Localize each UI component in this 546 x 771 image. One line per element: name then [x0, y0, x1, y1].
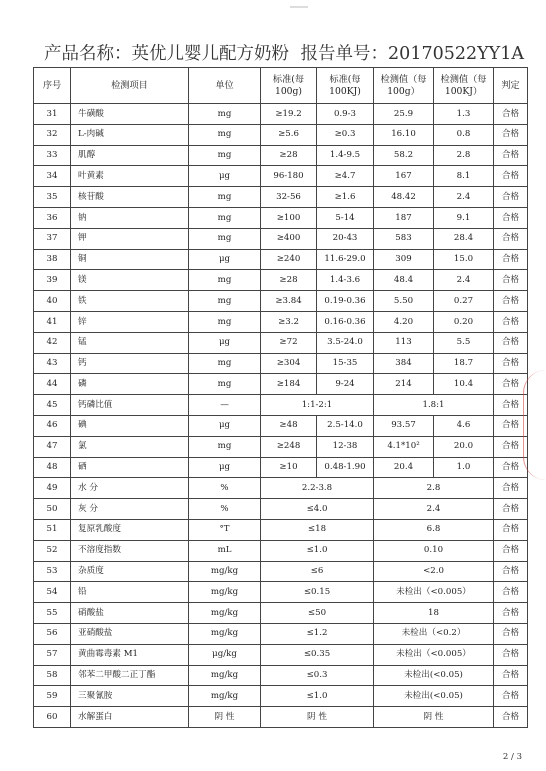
cell-name: L-肉碱 [71, 124, 189, 145]
cell-name: 钙 [71, 353, 189, 374]
cell-name: 铅 [71, 582, 189, 603]
cell-unit: % [189, 499, 261, 520]
cell-no: 42 [34, 332, 71, 353]
table-row [34, 207, 528, 228]
cell-v100g: 187 [374, 207, 434, 228]
cell-unit: — [189, 395, 261, 416]
cell-result: 合格 [494, 166, 528, 187]
cell-result: 合格 [494, 561, 528, 582]
header-cell: 检测项目 [71, 68, 189, 104]
cell-s100kj: 0.19-0.36 [317, 291, 374, 312]
cell-s100g: 96-180 [261, 166, 317, 187]
cell-std: ≤1.0 [261, 540, 374, 561]
cell-unit: μg [189, 332, 261, 353]
cell-unit: 阴 性 [189, 707, 261, 728]
cell-s100g: ≥100 [261, 207, 317, 228]
cell-s100g: ≥248 [261, 436, 317, 457]
cell-v100g: 4.1*10² [374, 436, 434, 457]
cell-unit: mg/kg [189, 665, 261, 686]
cell-no: 33 [34, 145, 71, 166]
cell-v100g: 93.57 [374, 415, 434, 436]
cell-unit: μg/kg [189, 644, 261, 665]
cell-val: 1.8:1 [374, 395, 494, 416]
cell-v100g: 4.20 [374, 311, 434, 332]
cell-s100kj: 3.5-24.0 [317, 332, 374, 353]
header-cell: 判定 [494, 68, 528, 104]
cell-name: 牛磺酸 [71, 104, 189, 125]
cell-name: 锰 [71, 332, 189, 353]
cell-no: 53 [34, 561, 71, 582]
cell-no: 35 [34, 187, 71, 208]
table-row [34, 457, 528, 478]
cell-result: 合格 [494, 540, 528, 561]
cell-val: 未检出（<0.005） [374, 582, 494, 603]
cell-result: 合格 [494, 187, 528, 208]
header-cell: 序号 [34, 68, 71, 104]
cell-s100g: ≥10 [261, 457, 317, 478]
cell-unit: mg [189, 291, 261, 312]
cell-v100kj: 20.0 [434, 436, 494, 457]
cell-no: 31 [34, 104, 71, 125]
cell-v100kj: 0.20 [434, 311, 494, 332]
cell-v100g: 16.10 [374, 124, 434, 145]
cell-s100kj: ≥1.6 [317, 187, 374, 208]
cell-val: <2.0 [374, 561, 494, 582]
cell-v100kj: 4.6 [434, 415, 494, 436]
table-row [34, 582, 528, 603]
cell-no: 59 [34, 686, 71, 707]
cell-std: ≤0.15 [261, 582, 374, 603]
table-row [34, 686, 528, 707]
cell-no: 44 [34, 374, 71, 395]
cell-result: 合格 [494, 623, 528, 644]
cell-val: 0.10 [374, 540, 494, 561]
cell-no: 39 [34, 270, 71, 291]
cell-v100kj: 28.4 [434, 228, 494, 249]
cell-v100kj: 5.5 [434, 332, 494, 353]
cell-no: 60 [34, 707, 71, 728]
cell-v100kj: 8.1 [434, 166, 494, 187]
table-row [34, 228, 528, 249]
cell-result: 合格 [494, 707, 528, 728]
cell-v100g: 58.2 [374, 145, 434, 166]
cell-result: 合格 [494, 291, 528, 312]
cell-s100g: ≥48 [261, 415, 317, 436]
cell-no: 47 [34, 436, 71, 457]
table-row [34, 707, 528, 728]
cell-no: 48 [34, 457, 71, 478]
table-row [34, 166, 528, 187]
cell-s100kj: 15-35 [317, 353, 374, 374]
table-row [34, 519, 528, 540]
cell-result: 合格 [494, 124, 528, 145]
table-body [34, 104, 528, 728]
cell-name: 灰 分 [71, 499, 189, 520]
cell-v100kj: 0.27 [434, 291, 494, 312]
cell-result: 合格 [494, 686, 528, 707]
cell-unit: mg/kg [189, 582, 261, 603]
cell-no: 34 [34, 166, 71, 187]
cell-s100kj: 5-14 [317, 207, 374, 228]
cell-s100g: ≥184 [261, 374, 317, 395]
cell-std: ≤1.0 [261, 686, 374, 707]
cell-unit: mg [189, 270, 261, 291]
cell-v100kj: 2.8 [434, 145, 494, 166]
cell-name: 亚硝酸盐 [71, 623, 189, 644]
cell-unit: μg [189, 249, 261, 270]
cell-val: 阴 性 [374, 707, 494, 728]
cell-s100g: 32-56 [261, 187, 317, 208]
cell-s100g: ≥304 [261, 353, 317, 374]
table-row [34, 623, 528, 644]
cell-unit: mg/kg [189, 561, 261, 582]
cell-name: 邻苯二甲酸二正丁酯 [71, 665, 189, 686]
cell-std: ≤4.0 [261, 499, 374, 520]
cell-v100g: 48.4 [374, 270, 434, 291]
table-row [34, 540, 528, 561]
cell-s100g: ≥3.2 [261, 311, 317, 332]
cell-unit: °T [189, 519, 261, 540]
cell-s100kj: 2.5-14.0 [317, 415, 374, 436]
cell-no: 50 [34, 499, 71, 520]
cell-result: 合格 [494, 270, 528, 291]
cell-s100kj: 1.4-9.5 [317, 145, 374, 166]
cell-v100g: 48.42 [374, 187, 434, 208]
header-cell: 单位 [189, 68, 261, 104]
cell-name: 水 分 [71, 478, 189, 499]
cell-unit: mg [189, 228, 261, 249]
table-row [34, 436, 528, 457]
cell-v100kj: 15.0 [434, 249, 494, 270]
cell-name: 钠 [71, 207, 189, 228]
table-row [34, 644, 528, 665]
cell-s100g: ≥72 [261, 332, 317, 353]
cell-result: 合格 [494, 415, 528, 436]
cell-v100g: 583 [374, 228, 434, 249]
cell-result: 合格 [494, 104, 528, 125]
table-row [34, 374, 528, 395]
cell-v100g: 25.9 [374, 104, 434, 125]
cell-name: 锌 [71, 311, 189, 332]
cell-std: ≤0.35 [261, 644, 374, 665]
cell-val: 未检出(<0.05) [374, 686, 494, 707]
cell-s100kj: 20-43 [317, 228, 374, 249]
red-seal-stamp [523, 370, 546, 480]
cell-name: 钾 [71, 228, 189, 249]
cell-result: 合格 [494, 582, 528, 603]
cell-no: 43 [34, 353, 71, 374]
cell-v100g: 384 [374, 353, 434, 374]
cell-v100kj: 2.4 [434, 270, 494, 291]
table-row [34, 395, 528, 416]
cell-name: 叶黄素 [71, 166, 189, 187]
cell-unit: mg/kg [189, 603, 261, 624]
table-header-row [34, 68, 528, 104]
cell-unit: % [189, 478, 261, 499]
cell-s100g: ≥400 [261, 228, 317, 249]
cell-result: 合格 [494, 499, 528, 520]
cell-name: 杂质度 [71, 561, 189, 582]
cell-unit: mg [189, 124, 261, 145]
header-cell: 检测值（每100KJ） [434, 68, 494, 104]
cell-result: 合格 [494, 436, 528, 457]
table-row [34, 353, 528, 374]
cell-s100kj: 1.4-3.6 [317, 270, 374, 291]
cell-name: 铜 [71, 249, 189, 270]
cell-name: 氯 [71, 436, 189, 457]
test-results-table [33, 67, 528, 728]
cell-s100g: ≥28 [261, 270, 317, 291]
table-row [34, 561, 528, 582]
cell-unit: μg [189, 166, 261, 187]
cell-no: 46 [34, 415, 71, 436]
cell-unit: mg [189, 104, 261, 125]
cell-no: 57 [34, 644, 71, 665]
cell-name: 镁 [71, 270, 189, 291]
cell-val: 未检出(<0.05) [374, 665, 494, 686]
cell-unit: mg/kg [189, 686, 261, 707]
scan-mark [290, 6, 308, 8]
cell-name: 复原乳酸度 [71, 519, 189, 540]
cell-v100g: 309 [374, 249, 434, 270]
cell-result: 合格 [494, 145, 528, 166]
cell-unit: μg [189, 457, 261, 478]
table-row [34, 499, 528, 520]
cell-name: 硒 [71, 457, 189, 478]
cell-std: 1:1-2:1 [261, 395, 374, 416]
cell-name: 碘 [71, 415, 189, 436]
cell-no: 38 [34, 249, 71, 270]
table-row [34, 145, 528, 166]
cell-std: ≤18 [261, 519, 374, 540]
cell-no: 37 [34, 228, 71, 249]
cell-result: 合格 [494, 519, 528, 540]
header-cell: 检测值（每100g） [374, 68, 434, 104]
cell-name: 铁 [71, 291, 189, 312]
cell-v100g: 167 [374, 166, 434, 187]
cell-std: ≤50 [261, 603, 374, 624]
cell-s100kj: 0.9-3 [317, 104, 374, 125]
report-number: 报告单号：20170522YY1A [300, 44, 524, 64]
cell-s100kj: 0.16-0.36 [317, 311, 374, 332]
cell-no: 56 [34, 623, 71, 644]
cell-unit: mg [189, 353, 261, 374]
cell-std: 2.2-3.8 [261, 478, 374, 499]
cell-s100kj: 0.48-1.90 [317, 457, 374, 478]
cell-v100kj: 10.4 [434, 374, 494, 395]
cell-val: 18 [374, 603, 494, 624]
cell-name: 水解蛋白 [71, 707, 189, 728]
cell-unit: mg [189, 436, 261, 457]
table-row [34, 249, 528, 270]
cell-val: 未检出（<0.005） [374, 644, 494, 665]
cell-s100kj: 11.6-29.0 [317, 249, 374, 270]
cell-no: 32 [34, 124, 71, 145]
cell-s100g: ≥19.2 [261, 104, 317, 125]
cell-no: 40 [34, 291, 71, 312]
table-row [34, 187, 528, 208]
cell-s100g: ≥5.6 [261, 124, 317, 145]
table-row [34, 665, 528, 686]
cell-unit: mg [189, 187, 261, 208]
cell-v100g: 214 [374, 374, 434, 395]
cell-unit: μg [189, 415, 261, 436]
cell-no: 55 [34, 603, 71, 624]
cell-val: 2.8 [374, 478, 494, 499]
cell-result: 合格 [494, 457, 528, 478]
cell-v100kj: 1.0 [434, 457, 494, 478]
cell-result: 合格 [494, 228, 528, 249]
page-number: 2 / 3 [502, 752, 522, 762]
cell-name: 钙磷比值 [71, 395, 189, 416]
table-row [34, 311, 528, 332]
cell-result: 合格 [494, 311, 528, 332]
table-row [34, 603, 528, 624]
table-row [34, 104, 528, 125]
cell-val: 2.4 [374, 499, 494, 520]
cell-v100g: 20.4 [374, 457, 434, 478]
cell-s100g: ≥3.84 [261, 291, 317, 312]
cell-result: 合格 [494, 478, 528, 499]
cell-no: 49 [34, 478, 71, 499]
cell-name: 三聚氰胺 [71, 686, 189, 707]
cell-std: ≤1.2 [261, 623, 374, 644]
cell-name: 黄曲霉毒素 M1 [71, 644, 189, 665]
table-row [34, 478, 528, 499]
cell-result: 合格 [494, 644, 528, 665]
cell-name: 不溶度指数 [71, 540, 189, 561]
cell-no: 54 [34, 582, 71, 603]
cell-std: 阴 性 [261, 707, 374, 728]
cell-no: 41 [34, 311, 71, 332]
cell-result: 合格 [494, 395, 528, 416]
cell-name: 磷 [71, 374, 189, 395]
cell-result: 合格 [494, 332, 528, 353]
header-cell: 标准(每100KJ) [317, 68, 374, 104]
cell-std: ≤6 [261, 561, 374, 582]
cell-v100kj: 9.1 [434, 207, 494, 228]
cell-val: 未检出（<0.2） [374, 623, 494, 644]
cell-s100kj: ≥0.3 [317, 124, 374, 145]
cell-no: 36 [34, 207, 71, 228]
cell-v100kj: 2.4 [434, 187, 494, 208]
cell-unit: mg [189, 145, 261, 166]
cell-result: 合格 [494, 603, 528, 624]
cell-result: 合格 [494, 207, 528, 228]
cell-result: 合格 [494, 665, 528, 686]
cell-s100g: ≥28 [261, 145, 317, 166]
cell-result: 合格 [494, 353, 528, 374]
cell-no: 51 [34, 519, 71, 540]
cell-name: 肌醇 [71, 145, 189, 166]
table-row [34, 291, 528, 312]
cell-s100kj: 9-24 [317, 374, 374, 395]
cell-unit: mg/kg [189, 623, 261, 644]
cell-unit: mg [189, 374, 261, 395]
cell-result: 合格 [494, 249, 528, 270]
cell-s100kj: ≥4.7 [317, 166, 374, 187]
cell-v100kj: 0.8 [434, 124, 494, 145]
cell-result: 合格 [494, 374, 528, 395]
cell-no: 58 [34, 665, 71, 686]
table-row [34, 332, 528, 353]
cell-no: 45 [34, 395, 71, 416]
cell-unit: mg [189, 311, 261, 332]
cell-name: 硝酸盐 [71, 603, 189, 624]
cell-s100kj: 12-38 [317, 436, 374, 457]
cell-v100kj: 18.7 [434, 353, 494, 374]
cell-v100kj: 1.3 [434, 104, 494, 125]
table-row [34, 415, 528, 436]
cell-unit: mL [189, 540, 261, 561]
cell-name: 核苷酸 [71, 187, 189, 208]
table-row [34, 270, 528, 291]
cell-std: ≤0.3 [261, 665, 374, 686]
cell-s100g: ≥240 [261, 249, 317, 270]
product-name: 产品名称：英优儿婴儿配方奶粉 [44, 44, 289, 64]
document-header [44, 36, 524, 66]
header-cell: 标准(每100g) [261, 68, 317, 104]
cell-no: 52 [34, 540, 71, 561]
cell-unit: mg [189, 207, 261, 228]
table-row [34, 124, 528, 145]
cell-v100g: 5.50 [374, 291, 434, 312]
cell-v100g: 113 [374, 332, 434, 353]
cell-val: 6.8 [374, 519, 494, 540]
